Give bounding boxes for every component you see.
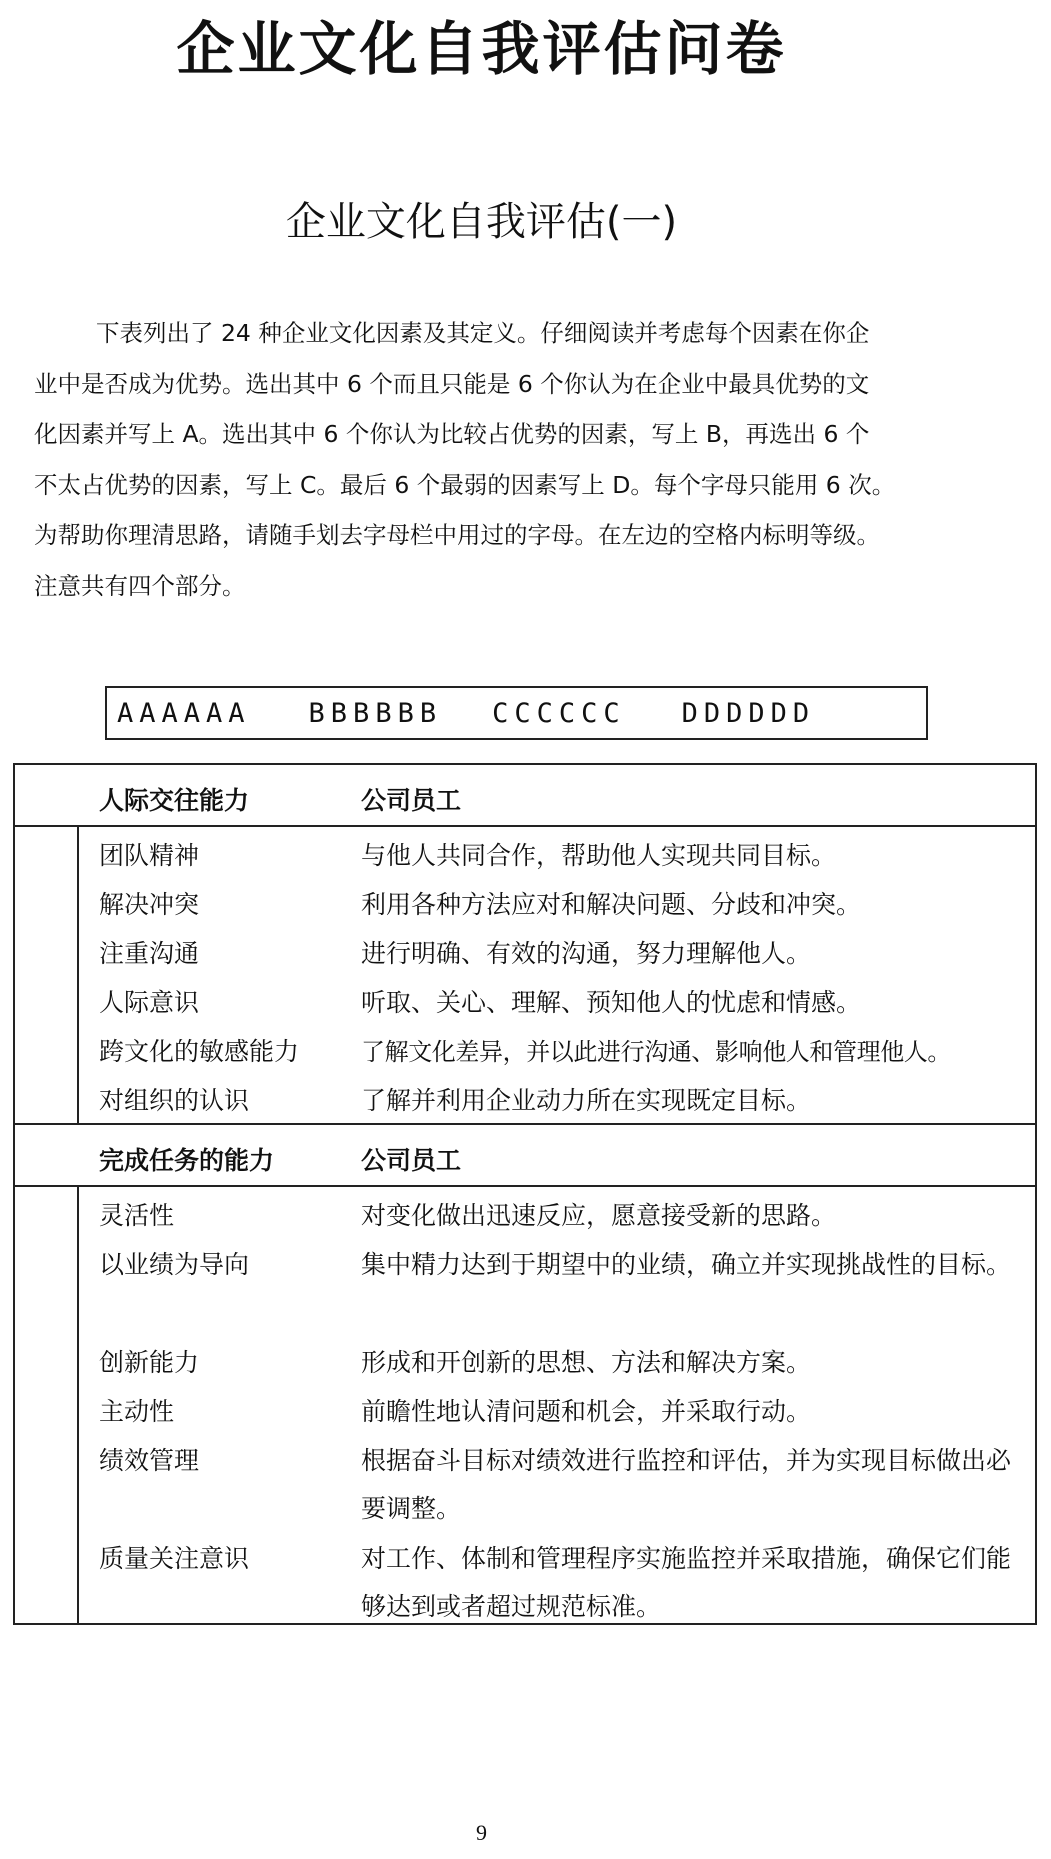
factor-name: 人际意识 bbox=[99, 988, 200, 1017]
grade-column-line bbox=[77, 1187, 79, 1625]
factor-name: 对组织的认识 bbox=[99, 1086, 250, 1115]
section-header bbox=[15, 765, 1035, 827]
instructions bbox=[34, 308, 1002, 611]
section-heading: 人际交往能力 bbox=[99, 786, 250, 815]
page-title: 企业文化自我评估问卷 bbox=[176, 15, 787, 83]
section-interpersonal bbox=[15, 765, 1035, 1123]
factor-definition: 了解并利用企业动力所在实现既定目标。 bbox=[361, 1086, 812, 1115]
grade-column-line bbox=[77, 827, 79, 1123]
factor-name: 绩效管理 bbox=[99, 1446, 200, 1475]
factor-name: 主动性 bbox=[99, 1397, 175, 1426]
column-heading: 公司员工 bbox=[361, 1146, 462, 1175]
factor-name: 创新能力 bbox=[99, 1348, 200, 1377]
section-title: 企业文化自我评估(一) bbox=[285, 199, 678, 245]
section-body bbox=[15, 1187, 1035, 1625]
letter-bank bbox=[105, 686, 928, 740]
factor-name: 以业绩为导向 bbox=[99, 1250, 250, 1279]
factor-definition: 进行明确、有效的沟通，努力理解他人。 bbox=[361, 939, 812, 968]
page-number: 9 bbox=[476, 1820, 487, 1845]
factor-name: 解决冲突 bbox=[99, 890, 200, 919]
factor-name: 注重沟通 bbox=[99, 939, 200, 968]
letter-group-d: DDDDDD bbox=[681, 697, 816, 729]
factor-definition: 集中精力达到于期望中的业绩，确立并实现挑战性的目标。 bbox=[361, 1250, 1012, 1279]
factor-name: 灵活性 bbox=[99, 1201, 175, 1230]
letter-group-b: BBBBBB bbox=[308, 697, 443, 729]
letter-group-a: AAAAAA bbox=[117, 697, 251, 729]
factor-definition: 听取、关心、理解、预知他人的忧虑和情感。 bbox=[361, 988, 862, 1017]
letter-group-c: CCCCCC bbox=[492, 697, 626, 729]
instruction-line: 化因素并写上 A。选出其中 6 个你认为比较占优势的因素，写上 B，再选出 6 个 bbox=[34, 420, 870, 448]
factor-definition: 利用各种方法应对和解决问题、分歧和冲突。 bbox=[361, 890, 862, 919]
section-task-completion bbox=[15, 1125, 1035, 1625]
instruction-line: 为帮助你理清思路，请随手划去字母栏中用过的字母。在左边的空格内标明等级。 bbox=[34, 521, 880, 549]
factor-name: 跨文化的敏感能力 bbox=[99, 1037, 300, 1066]
factor-definition: 根据奋斗目标对绩效进行监控和评估，并为实现目标做出必要调整。 bbox=[361, 1446, 1012, 1523]
factor-definition: 前瞻性地认清问题和机会，并采取行动。 bbox=[361, 1397, 812, 1426]
factor-definition: 了解文化差异，并以此进行沟通、影响他人和管理他人。 bbox=[361, 1038, 951, 1066]
instruction-line: 不太占优势的因素，写上 C。最后 6 个最弱的因素写上 D。每个字母只能用 6 次。 bbox=[34, 470, 896, 499]
instruction-line: 下表列出了 24 种企业文化因素及其定义。仔细阅读并考虑每个因素在你企 bbox=[96, 319, 870, 347]
instruction-line: 注意共有四个部分。 bbox=[34, 571, 246, 600]
factor-name: 团队精神 bbox=[99, 841, 200, 870]
section-header bbox=[15, 1125, 1035, 1187]
section-body bbox=[15, 827, 1035, 1123]
factor-definition: 对变化做出迅速反应，愿意接受新的思路。 bbox=[361, 1201, 837, 1230]
factor-table bbox=[13, 763, 1037, 1625]
factor-definition: 形成和开创新的思想、方法和解决方案。 bbox=[361, 1348, 812, 1377]
factor-name: 质量关注意识 bbox=[99, 1544, 250, 1573]
section-heading: 完成任务的能力 bbox=[99, 1146, 275, 1175]
factor-definition: 对工作、体制和管理程序实施监控并采取措施，确保它们能够达到或者超过规范标准。 bbox=[361, 1544, 1012, 1621]
column-heading: 公司员工 bbox=[361, 786, 462, 815]
instruction-line: 业中是否成为优势。选出其中 6 个而且只能是 6 个你认为在企业中最具优势的文 bbox=[34, 369, 870, 398]
factor-definition: 与他人共同合作，帮助他人实现共同目标。 bbox=[361, 841, 837, 870]
